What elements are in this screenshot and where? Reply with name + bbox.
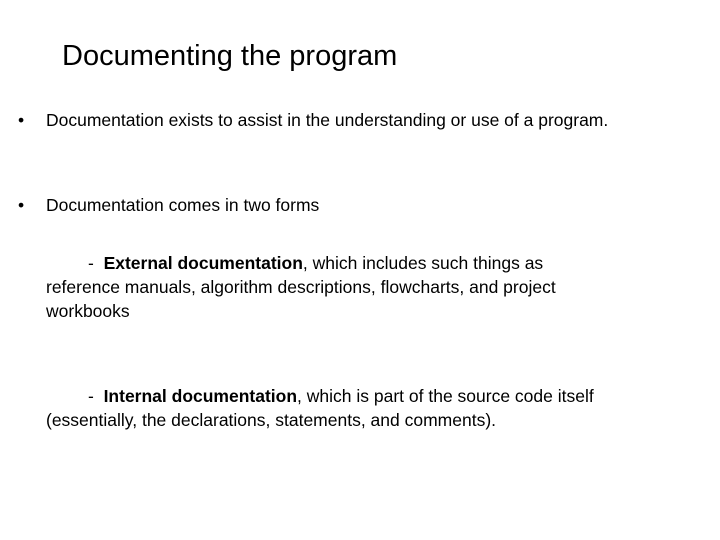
slide-title: Documenting the program [62,40,398,72]
sub-item-text: , which includes such things as [302,253,544,273]
sub-item-text: , which is part of the source code itself [297,386,594,406]
bullet-text: Documentation comes in two forms [46,195,320,215]
sub-item-term: Internal documentation [103,386,298,406]
sub-item-line [46,251,686,275]
sub-item-line: reference manuals, algorithm descriptions, flowcharts, and project [46,277,556,297]
sub-item-line [46,384,686,408]
bullet-item [18,193,319,217]
sub-item-line: (essentially, the declarations, statements, and comments). [46,410,497,430]
bullet-item [18,108,608,132]
sub-item-dash: - [88,386,94,406]
sub-item-line: workbooks [46,301,130,321]
sub-item-dash: - [88,253,94,273]
bullet-text: Documentation exists to assist in the understanding or use of a program. [46,110,609,130]
sub-item-term: External documentation [103,253,303,273]
bullet-marker: • [18,195,25,215]
sub-item-internal [46,384,686,432]
bullet-marker: • [18,110,25,130]
sub-item-external [46,251,686,323]
